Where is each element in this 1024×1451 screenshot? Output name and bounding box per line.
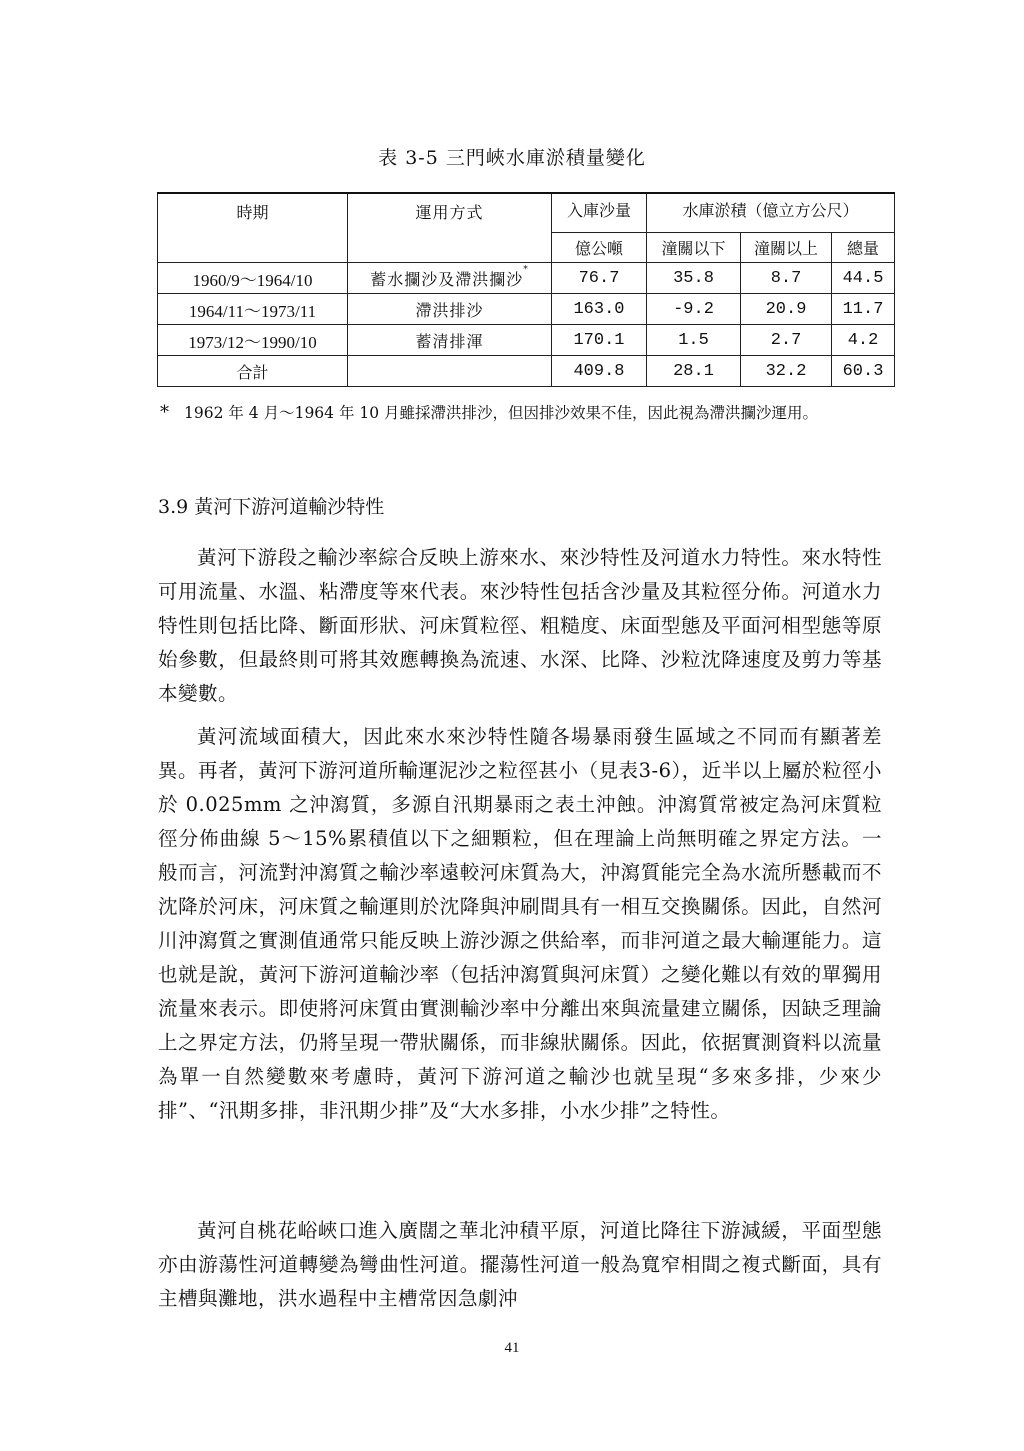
cell-inflow: 163.0 (552, 294, 647, 325)
sediment-table (157, 192, 895, 387)
cell-below: -9.2 (647, 294, 741, 325)
cell-total: 60.3 (832, 356, 895, 387)
header-period: 時期 (158, 193, 348, 263)
cell-total: 4.2 (832, 325, 895, 356)
cell-inflow: 76.7 (552, 263, 647, 294)
cell-period: 1960/9～1964/10 (158, 263, 348, 294)
table-row (158, 263, 895, 294)
cell-above: 20.9 (741, 294, 832, 325)
paragraph: 黃河下游段之輸沙率綜合反映上游來水、來沙特性及河道水力特性。來水特性可用流量、水溫、粘滯度等來代表。來沙特性包括含沙量及其粒徑分佈。河道水力特性則包括比降、斷面形狀、河床質粒徑、粗糙度、床面型態及平面河相型態等原始參數，但最終則可將其效應轉換為流速、水深、比降、沙粒沈降速度及剪力等基本變數。 (158, 546, 882, 705)
cell-above: 2.7 (741, 325, 832, 356)
table-row (158, 325, 895, 356)
cell-operation: 蓄清排渾 (348, 325, 552, 356)
header-deposition-group: 水庫淤積（億立方公尺） (647, 193, 895, 233)
footnote-symbol: * (160, 402, 169, 423)
cell-total: 11.7 (832, 294, 895, 325)
header-inflow-unit: 億公噸 (552, 233, 647, 263)
header-inflow-sediment: 入庫沙量 (552, 193, 647, 233)
cell-period: 1964/11～1973/11 (158, 294, 348, 325)
cell-period: 1973/12～1990/10 (158, 325, 348, 356)
cell-total: 44.5 (832, 263, 895, 294)
cell-below: 1.5 (647, 325, 741, 356)
footnote-mark: * (523, 264, 529, 275)
paragraph: 黃河流域面積大，因此來水來沙特性隨各場暴雨發生區域之不同而有顯著差異。再者，黃河下游河道所輸運泥沙之粒徑甚小（見表3-6），近半以上屬於粒徑小於 0.025mm 之沖瀉質，多源自汛期暴雨之表土沖蝕。沖瀉質常被定為河床質粒徑分佈曲線 5～15%累積值以下之細顆粒，但在理論上尚無明確之界定方法。一般而言，河流對沖瀉質之輸沙率遠較河床質為大，沖瀉質能完全為水流所懸載而不沈降於河床，河床質之輸運則於沈降與沖刷間具有一相互交換關係。因此，自然河川沖瀉質之實測值通常只能反映上游沙源之供給率，而非河道之最大輸運能力。這也就是說，黃河下游河道輸沙率（包括沖瀉質與河床質）之變化難以有效的單獨用流量來表示。即使將河床質由實測輸沙率中分離出來與流量建立關係，因缺乏理論上之界定方法，仍將呈現一帶狀關係，而非線狀關係。因此，依据實測資料以流量為單一自然變數來考慮時，黃河下游河道之輸沙也就呈現“多來多排，少來少排”、“汛期多排，非汛期少排”及“大水多排，小水少排”之特性。 (158, 725, 882, 1122)
cell-inflow: 409.8 (552, 356, 647, 387)
cell-above: 8.7 (741, 263, 832, 294)
header-below-tongguan: 潼關以下 (647, 233, 741, 263)
cell-operation: 滯洪排沙 (348, 294, 552, 325)
paragraph: 黃河自桃花峪峽口進入廣闊之華北沖積平原，河道比降往下游減緩，平面型態亦由游蕩性河道轉變為彎曲性河道。擺蕩性河道一般為寬窄相間之複式斷面，具有主槽與灘地，洪水過程中主槽常因急劇沖 (158, 1219, 882, 1310)
cell-operation (348, 263, 552, 294)
cell-above: 32.2 (741, 356, 832, 387)
table-footnote (160, 399, 890, 427)
table-caption: 表 3-5 三門峽水庫淤積量變化 (378, 147, 646, 169)
table-row (158, 294, 895, 325)
cell-operation (348, 356, 552, 387)
operation-text: 蓄水攔沙及滯洪攔沙 (370, 269, 524, 289)
header-above-tongguan: 潼關以上 (741, 233, 832, 263)
cell-below: 35.8 (647, 263, 741, 294)
header-total: 總量 (832, 233, 895, 263)
table-row-total (158, 356, 895, 387)
footnote-text: 1962 年 4 月～1964 年 10 月雖採滯洪排沙，但因排沙效果不佳，因此視為滯洪攔沙運用。 (184, 404, 819, 422)
cell-inflow: 170.1 (552, 325, 647, 356)
section-heading: 3.9 黃河下游河道輸沙特性 (158, 496, 385, 518)
page-number: 41 (504, 1340, 520, 1356)
cell-period: 合計 (158, 356, 348, 387)
cell-below: 28.1 (647, 356, 741, 387)
header-operation: 運用方式 (348, 193, 552, 263)
